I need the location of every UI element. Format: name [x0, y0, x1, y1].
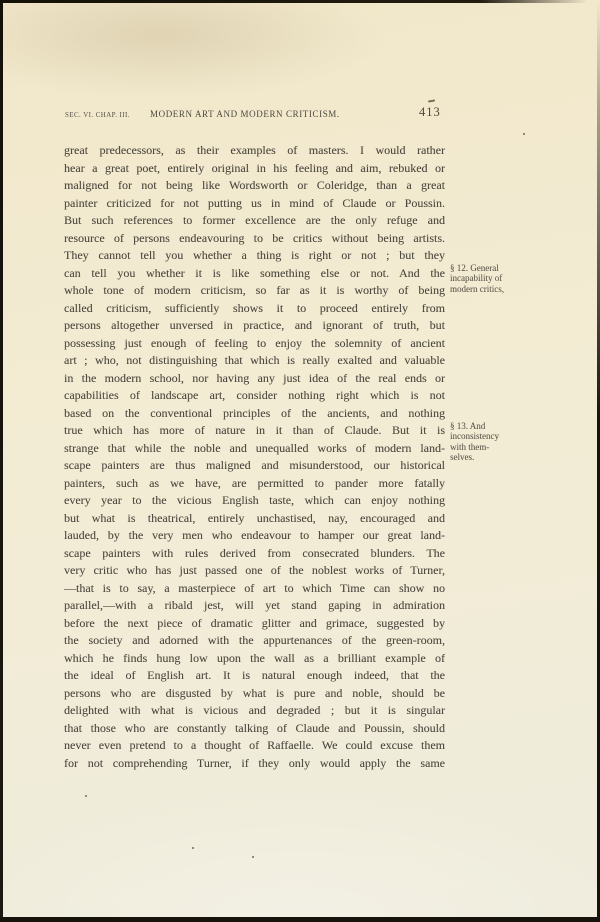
text-line: resource of persons endeavouring to be critics without being artists. [64, 230, 445, 245]
text-line: hear a great poet, entirely original in his feeling and aim, rebuked or [64, 160, 445, 175]
margin-note-line: with them- [450, 441, 490, 452]
margin-note-line: § 13. And [450, 421, 486, 431]
text-line: based on the conventional principles of the ancients, and nothing [64, 405, 445, 420]
ink-speck [523, 133, 525, 135]
text-line: very critic who has just passed one of the noblest works of Turner, [64, 563, 445, 577]
text-line: persons who are disgusted by what is pure and noble, should be [64, 685, 445, 700]
ink-speck [85, 795, 87, 797]
text-line: painters, such as we have, are permitted to pander more fatally [64, 475, 445, 490]
margin-note-line: § 12. General [450, 263, 499, 273]
text-line: possessing just enough of feeling to enjoy the solemnity of ancient [64, 335, 445, 350]
margin-note-line: inconsistency [450, 431, 499, 442]
margin-note-section-13 [450, 421, 550, 462]
text-line: painter criticized for not putting us in mind of Claude or Poussin. [64, 195, 445, 210]
text-line: never even pretend to a thought of Raffaelle. We could excuse them [64, 738, 445, 752]
body-text [64, 142, 445, 772]
text-line: before the next piece of dramatic glitter and grimace, suggested by [64, 615, 445, 630]
text-line: art ; who, not distinguishing that which is really exalted and valuable [64, 353, 445, 367]
running-head-section: SEC. VI. CHAP. III. [65, 111, 130, 119]
text-line: capabilities of landscape art, consider nothing right which is not [64, 388, 445, 402]
text-line: every year to the vicious English taste, which can enjoy nothing [64, 493, 445, 507]
page-edge-bottom [0, 917, 600, 922]
text-line: in the modern school, nor having any just idea of the real ends or [64, 370, 445, 385]
text-line: that those who are constantly talking of Claude and Poussin, should [64, 720, 445, 735]
margin-note-line: modern critics, [450, 283, 504, 294]
text-line: But such references to former excellence are the only refuge and [64, 213, 445, 227]
margin-note-line: incapability of [450, 273, 503, 284]
page-edge-left [0, 0, 3, 922]
ink-speck [192, 847, 194, 849]
page-edge-top [0, 0, 600, 3]
ink-speck [428, 99, 435, 102]
text-line: scape painters with rules derived from consecrated blunders. The [64, 545, 445, 560]
text-line: persons altogether unversed in practice, and ignorant of truth, but [64, 318, 445, 332]
text-line: whole tone of modern criticism, so far as it is worthy of being [64, 283, 445, 297]
text-line: the society and adorned with the appurtenances of the green-room, [64, 633, 445, 647]
text-line: They cannot tell you whether a thing is right or not ; but they [64, 248, 445, 262]
text-line: strange that while the noble and unequalled works of modern land- [64, 440, 445, 455]
page-number: 413 [419, 105, 441, 119]
margin-note-section-12 [450, 263, 550, 294]
margin-note-line: selves. [450, 451, 475, 462]
text-line: maligned for not being like Wordsworth or Coleridge, than a great [64, 178, 445, 192]
text-line: true which has more of nature in it than of Claude. But it is [64, 423, 445, 437]
text-line: parallel,—with a ribald jest, will yet stand gaping in admiration [64, 598, 445, 612]
text-line: but what is theatrical, entirely unchastised, nay, encouraged and [64, 510, 445, 525]
text-line: called criticism, sufficiently shows it to proceed entirely from [64, 300, 445, 315]
text-line: for not comprehending Turner, if they only would apply the same [64, 755, 445, 770]
text-line: lauded, by the very men who endeavour to hamper our great land- [64, 528, 445, 542]
text-line: scape painters are thus maligned and misunderstood, our historical [64, 458, 445, 472]
text-line: great predecessors, as their examples of masters. I would rather [64, 143, 445, 157]
running-head-title: MODERN ART AND MODERN CRITICISM. [150, 109, 340, 119]
text-line: which he finds hung low upon the wall as a brilliant example of [64, 650, 445, 665]
text-line: —that is to say, a masterpiece of art to which Time can show no [64, 580, 445, 595]
text-line: delighted with what is vicious and degraded ; but it is singular [64, 703, 445, 717]
text-line: can tell you whether it is like something else or not. And the [64, 265, 445, 280]
text-line: the ideal of English art. It is natural enough indeed, that the [64, 668, 445, 682]
ink-speck [252, 856, 254, 858]
